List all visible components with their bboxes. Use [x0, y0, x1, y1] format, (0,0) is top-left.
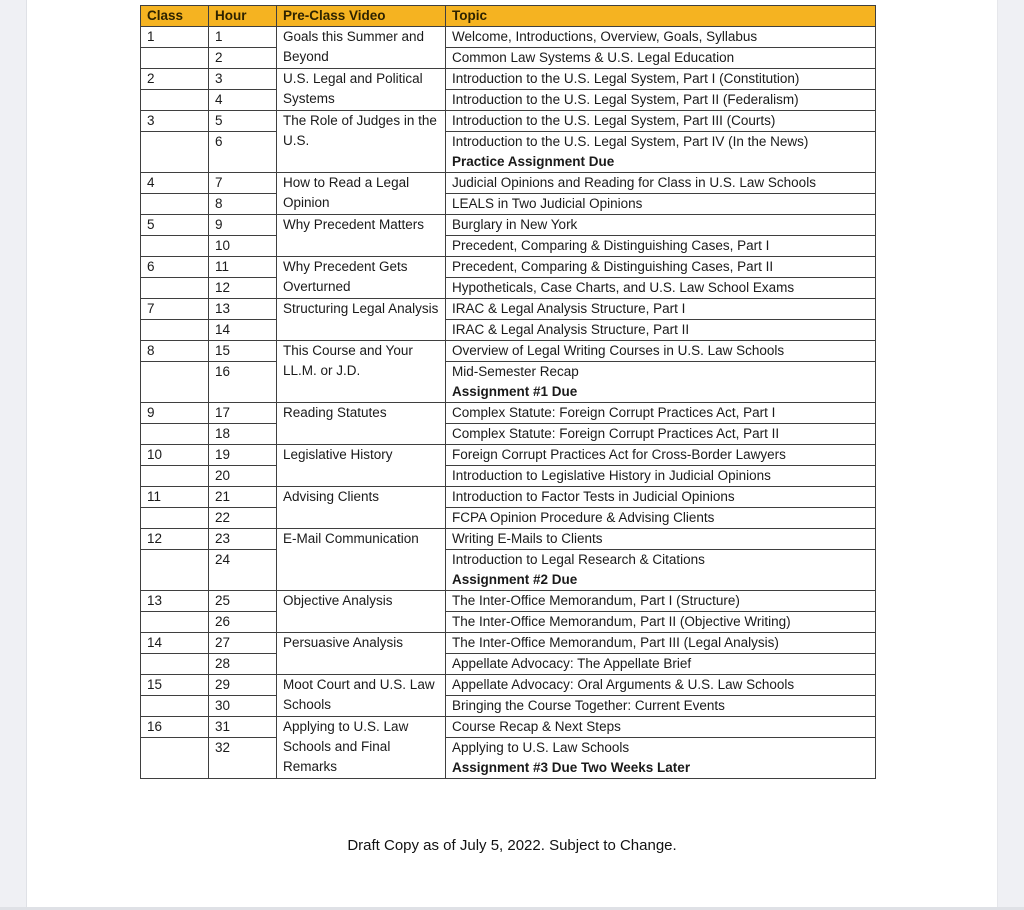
column-header-topic: Topic: [446, 6, 876, 27]
pre-class-video-cell: Moot Court and U.S. Law Schools: [277, 675, 446, 717]
topic-text: Complex Statute: Foreign Corrupt Practices Act, Part I: [452, 405, 776, 420]
table-row: [141, 194, 876, 215]
class-number-cell: [141, 194, 209, 215]
hour-number-cell: 29: [209, 675, 277, 696]
topic-text: Precedent, Comparing & Distinguishing Cases, Part II: [452, 259, 774, 274]
hour-number-cell: 13: [209, 299, 277, 320]
pre-class-video-cell: Goals this Summer and Beyond: [277, 27, 446, 69]
topic-cell: [446, 717, 876, 738]
topic-cell: [446, 362, 876, 403]
hour-number-cell: 22: [209, 508, 277, 529]
table-row: [141, 362, 876, 403]
topic-cell: [446, 194, 876, 215]
topic-cell: [446, 403, 876, 424]
class-number-cell: [141, 424, 209, 445]
class-number-cell: [141, 362, 209, 403]
topic-cell: [446, 424, 876, 445]
class-number-cell: 3: [141, 111, 209, 132]
class-number-cell: 5: [141, 215, 209, 236]
hour-number-cell: 18: [209, 424, 277, 445]
topic-cell: [446, 445, 876, 466]
hour-number-cell: 17: [209, 403, 277, 424]
hour-number-cell: 3: [209, 69, 277, 90]
topic-text: FCPA Opinion Procedure & Advising Clients: [452, 510, 715, 525]
topic-cell: [446, 696, 876, 717]
topic-text: The Inter-Office Memorandum, Part II (Objective Writing): [452, 614, 791, 629]
pre-class-video-cell: Why Precedent Gets Overturned: [277, 257, 446, 299]
hour-number-cell: 21: [209, 487, 277, 508]
topic-cell: [446, 48, 876, 69]
topic-text: Complex Statute: Foreign Corrupt Practices Act, Part II: [452, 426, 780, 441]
table-row: [141, 550, 876, 591]
class-number-cell: 4: [141, 173, 209, 194]
hour-number-cell: 7: [209, 173, 277, 194]
table-row: [141, 341, 876, 362]
table-row: [141, 675, 876, 696]
topic-cell: [446, 654, 876, 675]
class-number-cell: 16: [141, 717, 209, 738]
topic-text: Course Recap & Next Steps: [452, 719, 621, 734]
table-row: [141, 69, 876, 90]
topic-cell: [446, 487, 876, 508]
topic-text: The Inter-Office Memorandum, Part I (Structure): [452, 593, 740, 608]
topic-text: Foreign Corrupt Practices Act for Cross-Border Lawyers: [452, 447, 786, 462]
hour-number-cell: 6: [209, 132, 277, 173]
hour-number-cell: 2: [209, 48, 277, 69]
assignment-due-text: Assignment #2 Due: [452, 572, 578, 587]
topic-cell: [446, 278, 876, 299]
hour-number-cell: 26: [209, 612, 277, 633]
hour-number-cell: 19: [209, 445, 277, 466]
topic-text: Burglary in New York: [452, 217, 578, 232]
pre-class-video-cell: How to Read a Legal Opinion: [277, 173, 446, 215]
hour-number-cell: 16: [209, 362, 277, 403]
topic-cell: [446, 320, 876, 341]
class-number-cell: [141, 612, 209, 633]
topic-cell: [446, 508, 876, 529]
topic-cell: [446, 466, 876, 487]
topic-cell: [446, 90, 876, 111]
table-row: [141, 48, 876, 69]
pre-class-video-cell: The Role of Judges in the U.S.: [277, 111, 446, 173]
topic-cell: [446, 529, 876, 550]
table-row: [141, 111, 876, 132]
topic-text: Introduction to the U.S. Legal System, Part I (Constitution): [452, 71, 800, 86]
draft-copy-note: Draft Copy as of July 5, 2022. Subject to Change.: [347, 837, 677, 854]
table-row: [141, 320, 876, 341]
class-number-cell: [141, 90, 209, 111]
table-row: [141, 696, 876, 717]
topic-text: Introduction to the U.S. Legal System, Part III (Courts): [452, 113, 776, 128]
class-number-cell: 1: [141, 27, 209, 48]
table-row: [141, 215, 876, 236]
class-number-cell: [141, 132, 209, 173]
assignment-due-text: Practice Assignment Due: [452, 154, 615, 169]
table-row: [141, 90, 876, 111]
hour-number-cell: 24: [209, 550, 277, 591]
hour-number-cell: 5: [209, 111, 277, 132]
table-row: [141, 445, 876, 466]
topic-text: Welcome, Introductions, Overview, Goals, Syllabus: [452, 29, 758, 44]
assignment-due-text: Assignment #1 Due: [452, 384, 578, 399]
topic-cell: [446, 173, 876, 194]
table-row: [141, 27, 876, 48]
topic-text: IRAC & Legal Analysis Structure, Part II: [452, 322, 690, 337]
hour-number-cell: 28: [209, 654, 277, 675]
table-row: [141, 132, 876, 173]
class-number-cell: [141, 550, 209, 591]
left-margin-strip: [0, 0, 27, 910]
hour-number-cell: 25: [209, 591, 277, 612]
topic-text: Introduction to Legal Research & Citations: [452, 552, 705, 567]
table-row: [141, 529, 876, 550]
table-row: [141, 236, 876, 257]
class-number-cell: 6: [141, 257, 209, 278]
table-row: [141, 424, 876, 445]
topic-cell: [446, 612, 876, 633]
topic-text: Overview of Legal Writing Courses in U.S. Law Schools: [452, 343, 785, 358]
class-number-cell: [141, 654, 209, 675]
class-number-cell: 7: [141, 299, 209, 320]
topic-text: Judicial Opinions and Reading for Class in U.S. Law Schools: [452, 175, 816, 190]
table-row: [141, 403, 876, 424]
hour-number-cell: 12: [209, 278, 277, 299]
hour-number-cell: 9: [209, 215, 277, 236]
topic-cell: [446, 236, 876, 257]
table-row: [141, 466, 876, 487]
topic-cell: [446, 27, 876, 48]
class-number-cell: 10: [141, 445, 209, 466]
class-number-cell: [141, 696, 209, 717]
table-row: [141, 299, 876, 320]
topic-cell: [446, 341, 876, 362]
column-header-pre-class-video: Pre-Class Video: [277, 6, 446, 27]
table-row: [141, 508, 876, 529]
hour-number-cell: 11: [209, 257, 277, 278]
topic-cell: [446, 111, 876, 132]
class-number-cell: [141, 236, 209, 257]
pre-class-video-cell: Reading Statutes: [277, 403, 446, 445]
class-number-cell: 14: [141, 633, 209, 654]
hour-number-cell: 10: [209, 236, 277, 257]
topic-text: IRAC & Legal Analysis Structure, Part I: [452, 301, 686, 316]
class-number-cell: 8: [141, 341, 209, 362]
topic-cell: [446, 550, 876, 591]
hour-number-cell: 27: [209, 633, 277, 654]
hour-number-cell: 1: [209, 27, 277, 48]
topic-text: Appellate Advocacy: Oral Arguments & U.S. Law Schools: [452, 677, 795, 692]
pre-class-video-cell: Advising Clients: [277, 487, 446, 529]
topic-cell: [446, 215, 876, 236]
class-number-cell: 2: [141, 69, 209, 90]
column-header-hour: Hour: [209, 6, 277, 27]
topic-cell: [446, 738, 876, 779]
pre-class-video-cell: Persuasive Analysis: [277, 633, 446, 675]
topic-text: LEALS in Two Judicial Opinions: [452, 196, 643, 211]
topic-cell: [446, 299, 876, 320]
table-row: [141, 612, 876, 633]
topic-text: Introduction to the U.S. Legal System, Part II (Federalism): [452, 92, 799, 107]
class-number-cell: 11: [141, 487, 209, 508]
class-number-cell: [141, 466, 209, 487]
class-number-cell: 13: [141, 591, 209, 612]
pre-class-video-cell: Why Precedent Matters: [277, 215, 446, 257]
topic-text: The Inter-Office Memorandum, Part III (Legal Analysis): [452, 635, 779, 650]
table-header-row: [141, 6, 876, 27]
assignment-due-text: Assignment #3 Due Two Weeks Later: [452, 760, 691, 775]
class-number-cell: [141, 278, 209, 299]
pre-class-video-cell: Applying to U.S. Law Schools and Final Remarks: [277, 717, 446, 779]
hour-number-cell: 20: [209, 466, 277, 487]
class-number-cell: [141, 48, 209, 69]
hour-number-cell: 14: [209, 320, 277, 341]
table-row: [141, 633, 876, 654]
table-row: [141, 717, 876, 738]
topic-cell: [446, 591, 876, 612]
topic-text: Hypotheticals, Case Charts, and U.S. Law School Exams: [452, 280, 795, 295]
schedule-table-body: [141, 27, 876, 779]
topic-text: Introduction to Legislative History in Judicial Opinions: [452, 468, 771, 483]
topic-text: Mid-Semester Recap: [452, 364, 579, 379]
topic-text: Applying to U.S. Law Schools: [452, 740, 630, 755]
hour-number-cell: 23: [209, 529, 277, 550]
schedule-table: [140, 5, 876, 779]
hour-number-cell: 15: [209, 341, 277, 362]
topic-cell: [446, 132, 876, 173]
hour-number-cell: 31: [209, 717, 277, 738]
topic-text: Introduction to Factor Tests in Judicial Opinions: [452, 489, 735, 504]
class-number-cell: [141, 508, 209, 529]
class-number-cell: [141, 738, 209, 779]
pre-class-video-cell: Structuring Legal Analysis: [277, 299, 446, 341]
class-number-cell: 15: [141, 675, 209, 696]
class-number-cell: 12: [141, 529, 209, 550]
topic-text: Bringing the Course Together: Current Events: [452, 698, 725, 713]
hour-number-cell: 32: [209, 738, 277, 779]
topic-text: Appellate Advocacy: The Appellate Brief: [452, 656, 692, 671]
class-number-cell: 9: [141, 403, 209, 424]
table-row: [141, 591, 876, 612]
hour-number-cell: 8: [209, 194, 277, 215]
pre-class-video-cell: This Course and Your LL.M. or J.D.: [277, 341, 446, 403]
table-row: [141, 173, 876, 194]
table-row: [141, 738, 876, 779]
topic-text: Precedent, Comparing & Distinguishing Cases, Part I: [452, 238, 770, 253]
topic-cell: [446, 675, 876, 696]
column-header-class: Class: [141, 6, 209, 27]
hour-number-cell: 4: [209, 90, 277, 111]
topic-text: Introduction to the U.S. Legal System, Part IV (In the News): [452, 134, 809, 149]
pre-class-video-cell: Legislative History: [277, 445, 446, 487]
topic-cell: [446, 69, 876, 90]
pre-class-video-cell: Objective Analysis: [277, 591, 446, 633]
topic-cell: [446, 633, 876, 654]
hour-number-cell: 30: [209, 696, 277, 717]
right-margin-strip: [997, 0, 1024, 910]
table-row: [141, 654, 876, 675]
pre-class-video-cell: E-Mail Communication: [277, 529, 446, 591]
pre-class-video-cell: U.S. Legal and Political Systems: [277, 69, 446, 111]
topic-cell: [446, 257, 876, 278]
topic-text: Writing E-Mails to Clients: [452, 531, 603, 546]
table-row: [141, 257, 876, 278]
table-row: [141, 487, 876, 508]
class-number-cell: [141, 320, 209, 341]
topic-text: Common Law Systems & U.S. Legal Education: [452, 50, 735, 65]
table-row: [141, 278, 876, 299]
